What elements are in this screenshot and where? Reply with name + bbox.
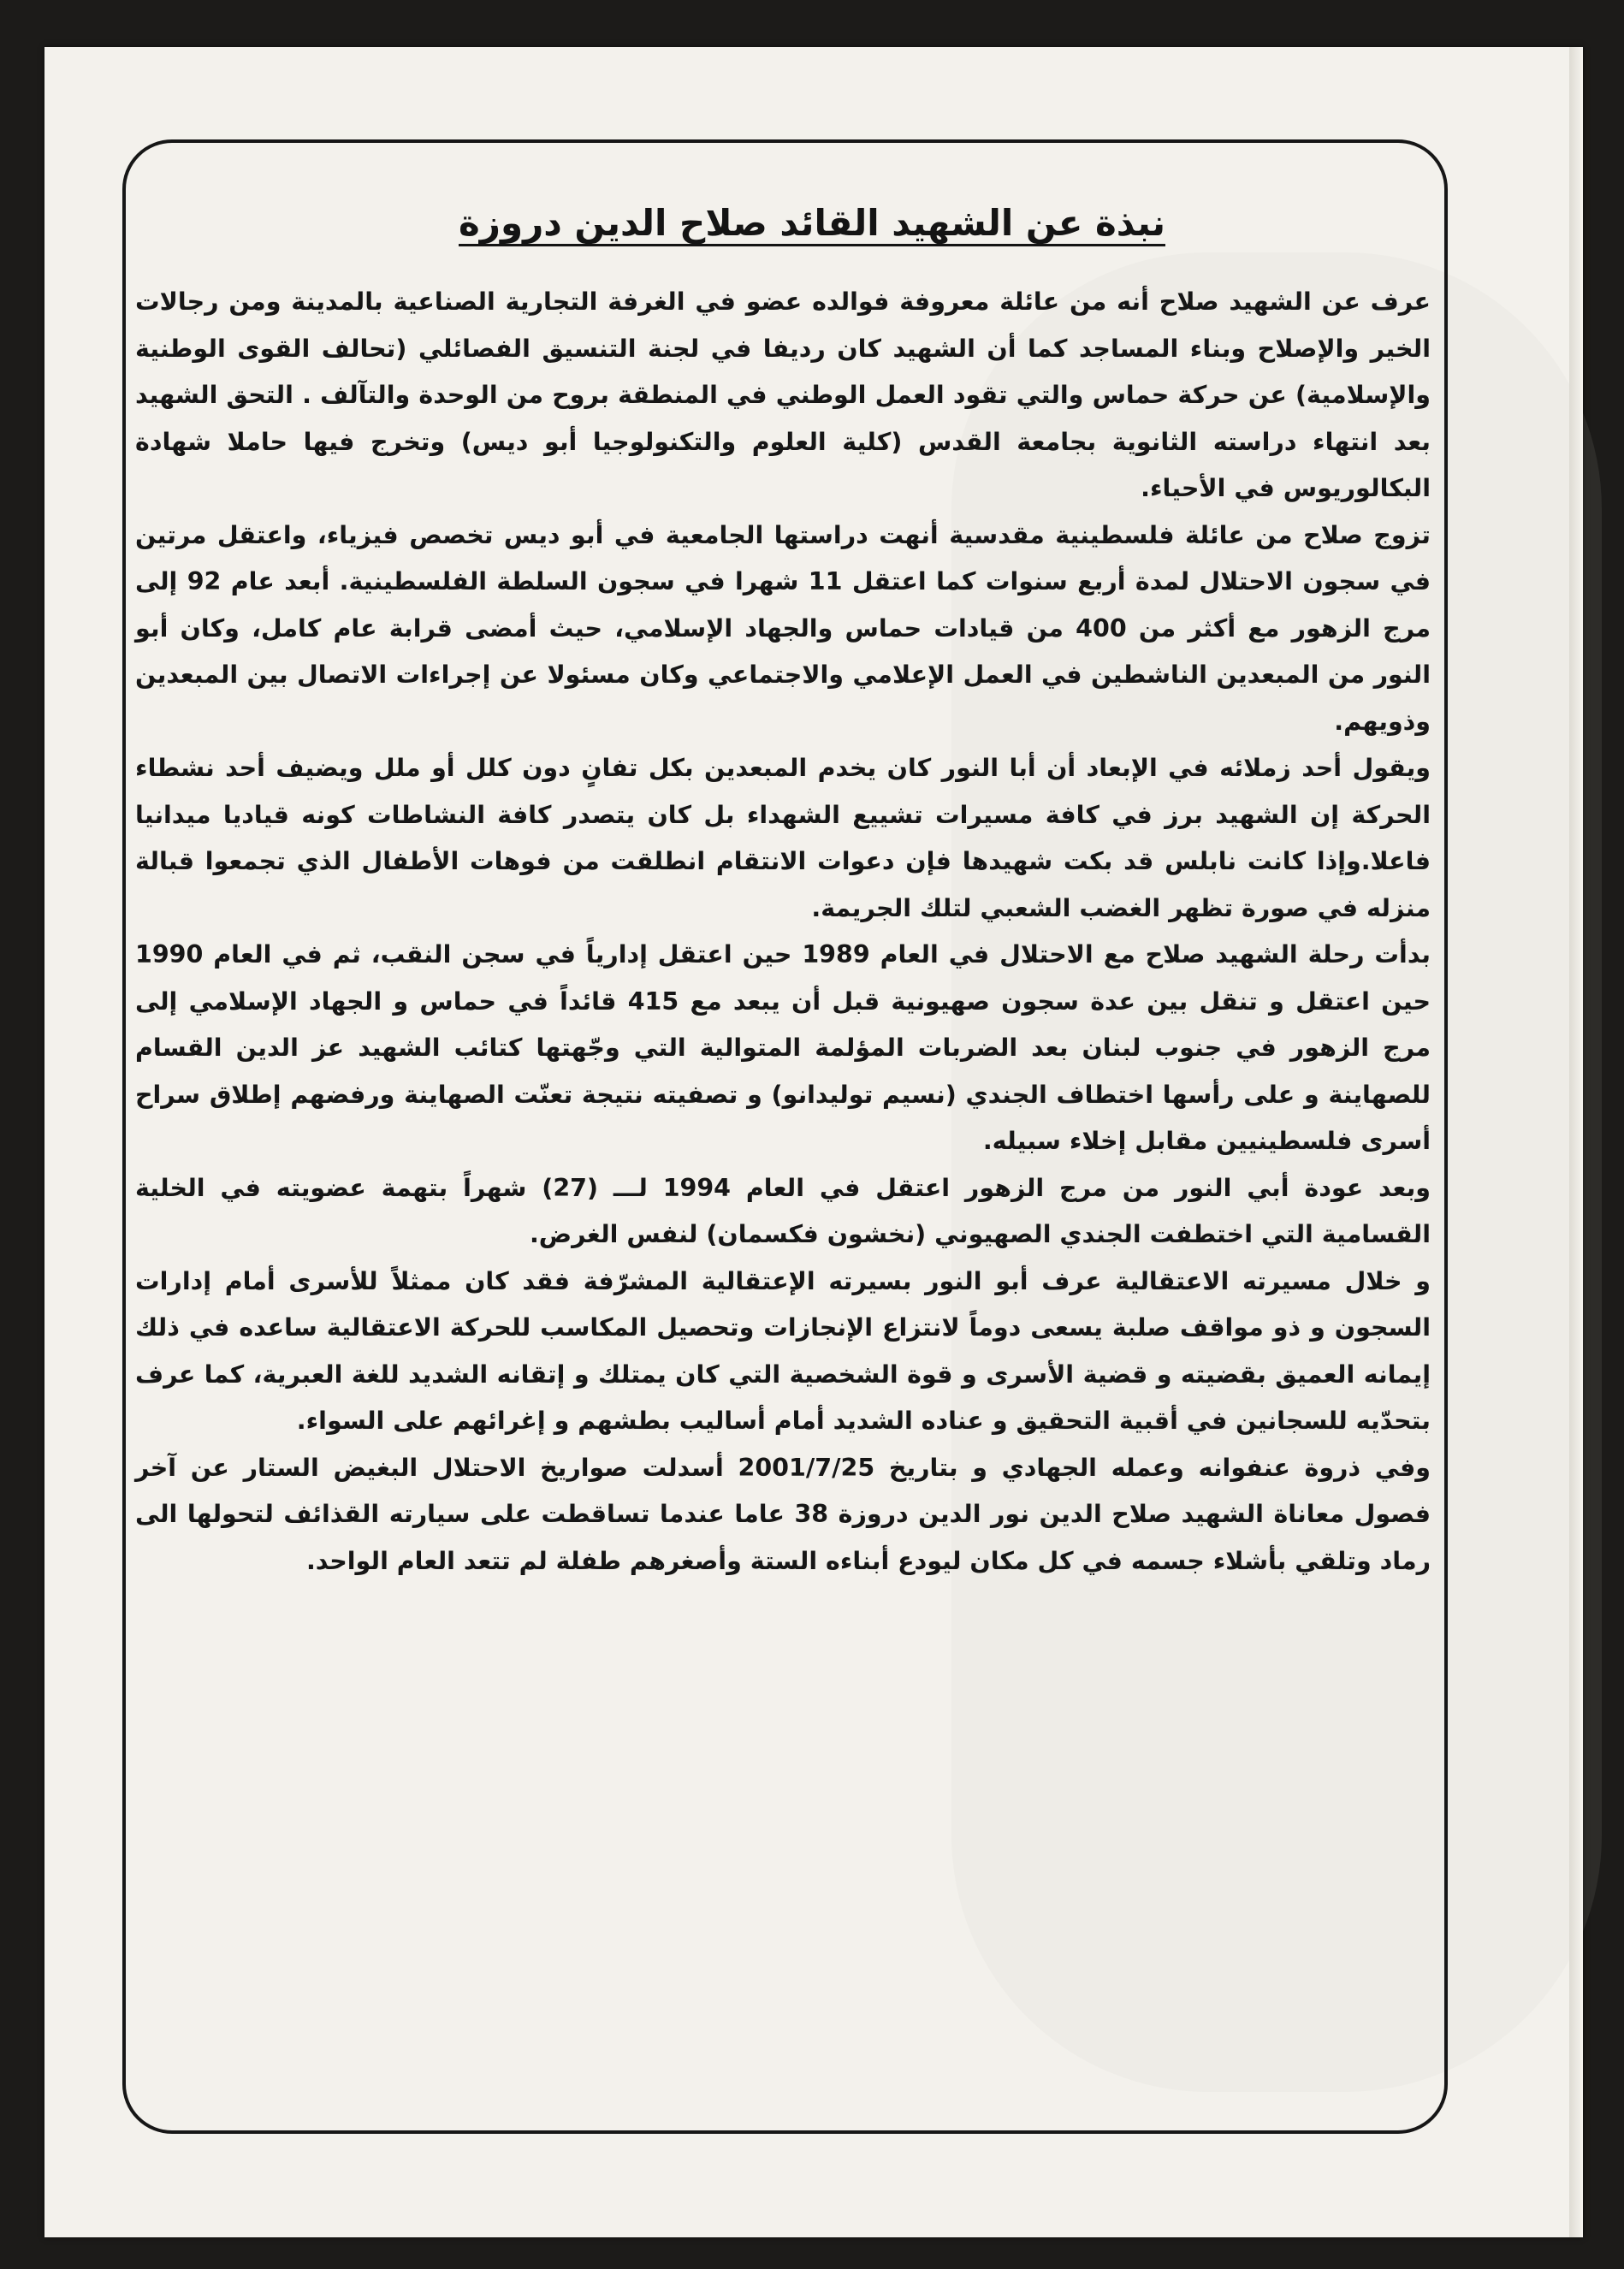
document-body — [135, 279, 1431, 1585]
paragraph-5: وبعد عودة أبي النور من مرج الزهور اعتقل في العام 1994 لـــ (27) شهراً بتهمة عضويته في الخلية القسامية التي اختطفت الجندي الصهيوني (نخشون فكسمان) لنفس الغرض. — [135, 1173, 1431, 1248]
sheet-fold-edge — [1569, 47, 1583, 2237]
paragraph-1: عرف عن الشهيد صلاح أنه من عائلة معروفة فوالده عضو في الغرفة التجارية الصناعية بالمدينة ومن رجالات الخير والإصلاح وبناء المساجد كما أن الشهيد كان رديفا في لجنة التنسيق الفصائلي (تحالف القوى الوطنية والإسلامية) عن حركة حماس والتي تقود العمل الوطني في المنطقة بروح من الوحدة والتآلف . التحق الشهيد بعد انتهاء دراسته الثانوية بجامعة القدس (كلية العلوم والتكنولوجيا أبو ديس) وتخرج فيها حاملا شهادة البكالوريوس في الأحياء. — [135, 287, 1431, 502]
paragraph-6: و خلال مسيرته الاعتقالية عرف أبو النور بسيرته الإعتقالية المشرّفة فقد كان ممثلاً للأسرى أمام إدارات السجون و ذو مواقف صلبة يسعى دوماً لانتزاع الإنجازات وتحصيل المكاسب للحركة الاعتقالية ساعده في ذلك إيمانه العميق بقضيته و قضية الأسرى و قوة الشخصية التي كان يمتلك و إتقانه الشديد للغة العبرية، كما عرف بتحدّيه للسجانين في أقبية التحقيق و عناده الشديد أمام أساليب بطشهم و إغرائهم على السواء. — [135, 1266, 1431, 1435]
paragraph-3: ويقول أحد زملائه في الإبعاد أن أبا النور كان يخدم المبعدين بكل تفانٍ دون كلل أو ملل ويضيف أحد نشطاء الحركة إن الشهيد برز في كافة مسيرات تشييع الشهداء بل كان يتصدر كافة النشاطات كونه قياديا ميدانيا فاعلا.وإذا كانت نابلس قد بكت شهيدها فإن دعوات الانتقام انطلقت من فوهات الأطفال الذي تجمعوا قبالة منزله في صورة تظهر الغضب الشعبي لتلك الجريمة. — [135, 754, 1431, 922]
document-title: نبذة عن الشهيد القائد صلاح الدين دروزة — [459, 202, 1165, 244]
paragraph-7: وفي ذروة عنفوانه وعمله الجهادي و بتاريخ 2001/7/25 أسدلت صواريخ الاحتلال البغيض الستار عن آخر فصول معاناة الشهيد صلاح الدين نور الدين دروزة 38 عاما عندما تساقطت على سيارته القذائف لتحولها الى رماد وتلقي بأشلاء جسمه في كل مكان ليودع أبناءه الستة وأصغرهم طفلة لم تتعد العام الواحد. — [135, 1453, 1431, 1575]
paragraph-4: بدأت رحلة الشهيد صلاح مع الاحتلال في العام 1989 حين اعتقل إدارياً في سجن النقب، ثم في العام 1990 حين اعتقل و تنقل بين عدة سجون صهيونية قبل أن يبعد مع 415 قائداً في حماس و الجهاد الإسلامي إلى مرج الزهور في جنوب لبنان بعد الضربات المؤلمة المتوالية التي وجّهتها كتائب الشهيد عز الدين القسام للصهاينة و على رأسها اختطاف الجندي (نسيم توليدانو) و تصفيته نتيجة تعنّت الصهاينة ورفضهم إطلاق سراح أسرى فلسطينيين مقابل إخلاء سبيله. — [135, 940, 1431, 1155]
paragraph-2: تزوج صلاح من عائلة فلسطينية مقدسية أنهت دراستها الجامعية في أبو ديس تخصص فيزياء، واعتقل مرتين في سجون الاحتلال لمدة أربع سنوات كما اعتقل 11 شهرا في سجون السلطة الفلسطينية. أبعد عام 92 إلى مرج الزهور مع أكثر من 400 من قيادات حماس والجهاد الإسلامي، حيث أمضى قرابة عام كامل، وكان أبو النور من المبعدين الناشطين في العمل الإعلامي والاجتماعي وكان مسئولا عن إجراءات الاتصال بين المبعدين وذويهم. — [135, 520, 1431, 736]
